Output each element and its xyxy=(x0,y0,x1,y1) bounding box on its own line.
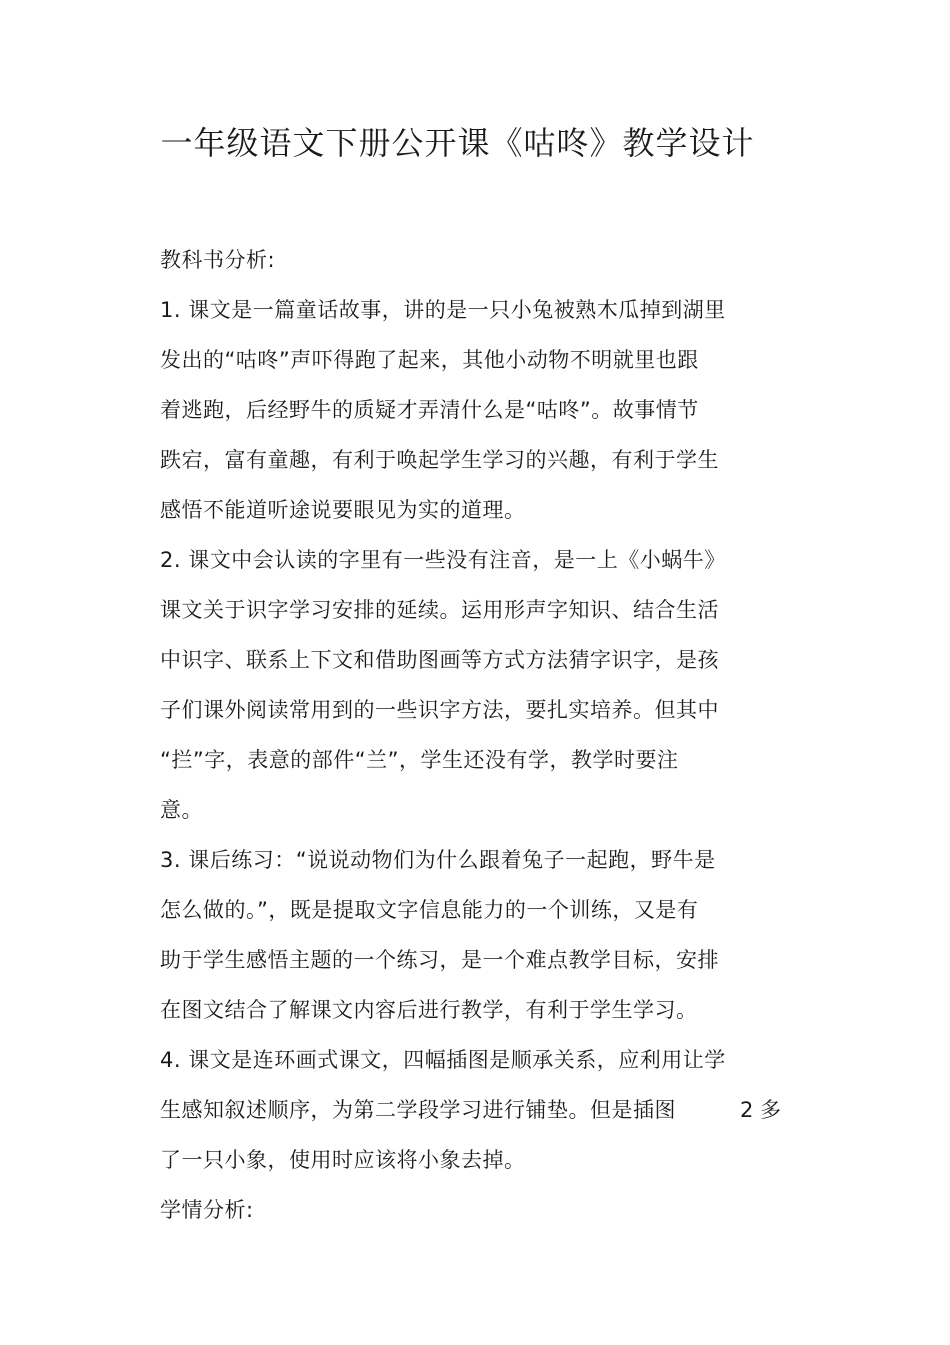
paragraph-1-line-3: 着逃跑，后经野牛的质疑才弄清什么是“咕咚”。故事情节 xyxy=(160,398,699,422)
paragraph-3-line-3: 助于学生感悟主题的一个练习，是一个难点教学目标，安排 xyxy=(160,948,719,972)
paragraph-4-line-2-tail: 2 多 xyxy=(740,1098,782,1122)
paragraph-3-line-1: 3. 课后练习：“说说动物们为什么跟着兔子一起跑，野牛是 xyxy=(160,848,716,872)
paragraph-1-line-2: 发出的“咕咚”声吓得跑了起来，其他小动物不明就里也跟 xyxy=(160,348,699,372)
paragraph-2-line-1: 2. 课文中会认读的字里有一些没有注音，是一上《小蜗牛》 xyxy=(160,548,726,572)
paragraph-2-line-6: 意。 xyxy=(160,798,203,822)
document-title: 一年级语文下册公开课《咕咚》教学设计 xyxy=(160,124,755,162)
paragraph-4-line-2: 生感知叙述顺序，为第二学段学习进行铺垫。但是插图 xyxy=(160,1098,676,1122)
paragraph-2-line-4: 子们课外阅读常用到的一些识字方法，要扎实培养。但其中 xyxy=(160,698,719,722)
paragraph-1-line-1: 1. 课文是一篇童话故事，讲的是一只小兔被熟木瓜掉到湖里 xyxy=(160,298,726,322)
paragraph-4-line-1: 4. 课文是连环画式课文，四幅插图是顺承关系，应利用让学 xyxy=(160,1048,726,1072)
paragraph-3-line-2: 怎么做的。”，既是提取文字信息能力的一个训练，又是有 xyxy=(160,898,699,922)
paragraph-2-line-5: “拦”字，表意的部件“兰”，学生还没有学，教学时要注 xyxy=(160,748,679,772)
section-heading-textbook-analysis: 教科书分析: xyxy=(160,248,276,272)
paragraph-1-line-5: 感悟不能道听途说要眼见为实的道理。 xyxy=(160,498,526,522)
paragraph-3-line-4: 在图文结合了解课文内容后进行教学，有利于学生学习。 xyxy=(160,998,698,1022)
paragraph-2-line-2: 课文关于识字学习安排的延续。运用形声字知识、结合生活 xyxy=(160,598,719,622)
paragraph-4-line-3: 了一只小象，使用时应该将小象去掉。 xyxy=(160,1148,526,1172)
section-heading-student-analysis: 学情分析: xyxy=(160,1198,254,1222)
paragraph-2-line-3: 中识字、联系上下文和借助图画等方式方法猜字识字，是孩 xyxy=(160,648,719,672)
paragraph-1-line-4: 跌宕，富有童趣，有利于唤起学生学习的兴趣，有利于学生 xyxy=(160,448,719,472)
